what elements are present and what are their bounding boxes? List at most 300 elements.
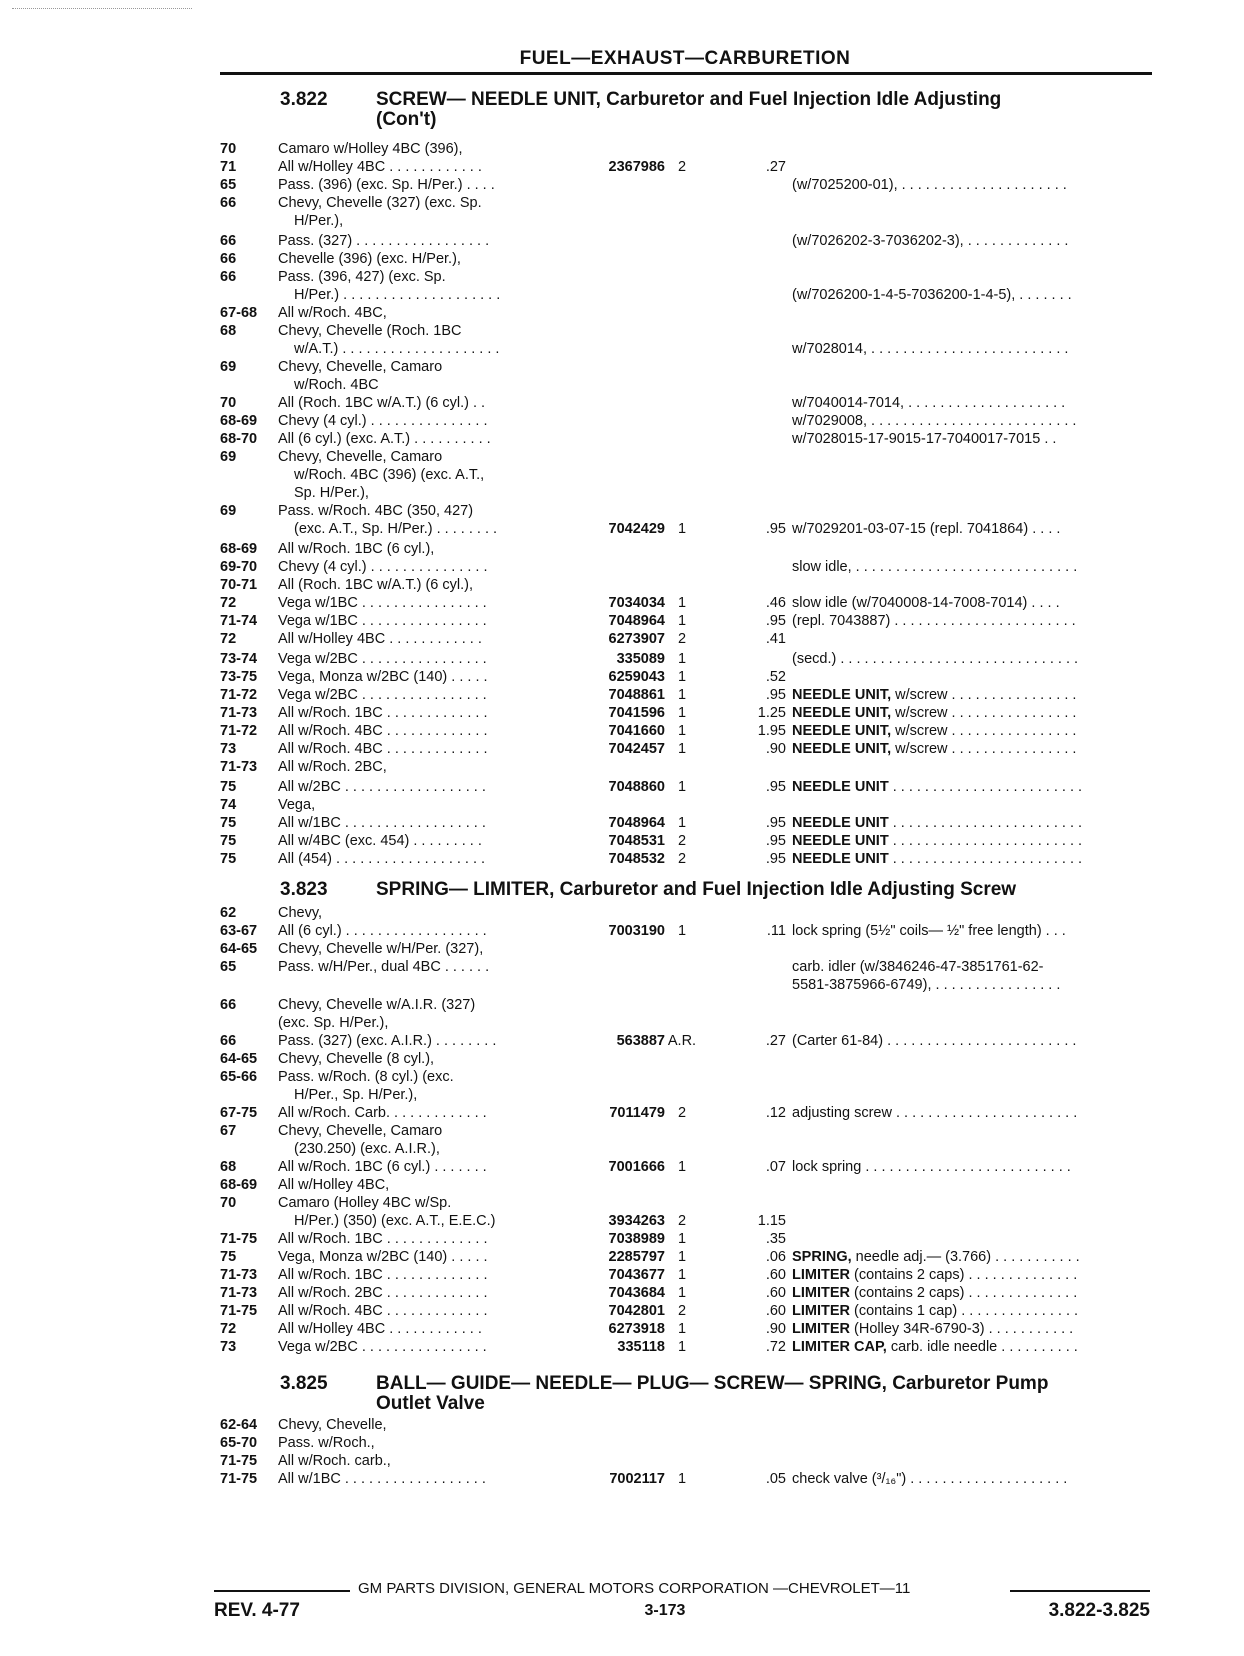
- list-item: [220, 1140, 1150, 1158]
- model-years: 67-75: [220, 1105, 258, 1121]
- list-item: [220, 1104, 1150, 1122]
- price: .60: [765, 1303, 786, 1319]
- footer-rule-left: [214, 1590, 350, 1592]
- model-years: 73-75: [220, 669, 258, 685]
- application-description: Chevy (4 cyl.) . . . . . . . . . . . . . . .: [278, 413, 488, 429]
- model-years: 69-70: [220, 559, 258, 575]
- application-description: Pass. (327) (exc. A.I.R.) . . . . . . . .: [278, 1033, 497, 1049]
- list-item: [220, 140, 1150, 158]
- part-number: 7048964: [608, 613, 665, 629]
- part-number: 7048532: [608, 851, 665, 867]
- list-item: [220, 322, 1150, 340]
- application-description: All w/Roch. carb.,: [278, 1453, 391, 1469]
- section-subtitle: (Con't): [376, 109, 437, 130]
- application-description: H/Per.),: [294, 213, 344, 229]
- part-number: 7048964: [608, 815, 665, 831]
- application-description: All (Roch. 1BC w/A.T.) (6 cyl.),: [278, 577, 473, 593]
- section-subtitle: Outlet Valve: [376, 1393, 485, 1414]
- footer-rule-right: [1010, 1590, 1150, 1592]
- part-note-text: (contains 2 caps) . . . . . . . . . . . . . .: [850, 1267, 1078, 1283]
- model-years: 71-72: [220, 723, 258, 739]
- model-years: 66: [220, 1033, 237, 1049]
- price: .11: [766, 923, 786, 939]
- quantity: 1: [677, 1249, 687, 1265]
- footer-publisher: GM PARTS DIVISION, GENERAL MOTORS CORPORATION —CHEVROLET—11: [358, 1580, 911, 1597]
- list-item: [220, 358, 1150, 376]
- list-item: [220, 958, 1150, 976]
- application-description: All w/Roch. 2BC . . . . . . . . . . . . .: [278, 1285, 488, 1301]
- model-years: 62: [220, 905, 237, 921]
- model-years: 75: [220, 779, 237, 795]
- application-description: H/Per.) . . . . . . . . . . . . . . . . . . . .: [294, 287, 501, 303]
- part-name-bold: NEEDLE UNIT,: [792, 705, 892, 721]
- part-number: 7043684: [608, 1285, 665, 1301]
- part-note-text: . . . . . . . . . . . . . . . . . . . . . . . .: [888, 851, 1083, 867]
- model-years: 75: [220, 1249, 237, 1265]
- list-item: [220, 1194, 1150, 1212]
- list-item: [220, 286, 1150, 304]
- model-years: 63-67: [220, 923, 258, 939]
- application-description: All w/Roch. 4BC,: [278, 305, 387, 321]
- list-item: [220, 976, 1150, 994]
- part-number: 7042457: [608, 741, 665, 757]
- section-heading-3823: [280, 880, 1016, 900]
- part-name-bold: LIMITER: [792, 1321, 850, 1337]
- list-item: [220, 630, 1150, 648]
- list-item: [220, 778, 1150, 796]
- model-years: 75: [220, 851, 237, 867]
- application-description: All (6 cyl.) . . . . . . . . . . . . . . . . . .: [278, 923, 487, 939]
- part-name-bold: LIMITER: [792, 1285, 850, 1301]
- application-description: Chevy, Chevelle (Roch. 1BC: [278, 323, 462, 339]
- model-years: 66: [220, 251, 237, 267]
- part-note: [792, 1248, 1150, 1266]
- list-item: [220, 612, 1150, 630]
- part-number: 6273907: [608, 631, 665, 647]
- price: .35: [765, 1231, 786, 1247]
- part-note-text: slow idle, . . . . . . . . . . . . . . . . . . . . . . . . . . . .: [792, 559, 1078, 575]
- application-description: All w/Roch. 4BC . . . . . . . . . . . . .: [278, 1303, 488, 1319]
- list-item: [220, 832, 1150, 850]
- part-name-bold: NEEDLE UNIT,: [792, 723, 892, 739]
- list-item: [220, 194, 1150, 212]
- list-item: [220, 576, 1150, 594]
- part-number: 6273918: [608, 1321, 665, 1337]
- quantity: 1: [677, 687, 687, 703]
- application-description: H/Per.) (350) (exc. A.T., E.E.C.): [294, 1213, 496, 1229]
- part-number: 7042801: [608, 1303, 665, 1319]
- part-name-bold: NEEDLE UNIT: [792, 833, 889, 849]
- list-item: [220, 594, 1150, 612]
- model-years: 65: [220, 177, 237, 193]
- price: .95: [765, 687, 786, 703]
- application-description: Vega w/1BC . . . . . . . . . . . . . . . .: [278, 613, 487, 629]
- part-number: 7048860: [608, 779, 665, 795]
- part-note: [792, 740, 1150, 758]
- price: .27: [765, 1033, 786, 1049]
- part-number: 335118: [617, 1339, 665, 1355]
- application-description: w/Roch. 4BC (396) (exc. A.T.,: [294, 467, 485, 483]
- application-description: All (454) . . . . . . . . . . . . . . . . . . .: [278, 851, 486, 867]
- model-years: 66: [220, 269, 237, 285]
- part-number: 7011479: [609, 1105, 665, 1121]
- model-years: 66: [220, 997, 237, 1013]
- list-item: [220, 1050, 1150, 1068]
- model-years: 69: [220, 503, 237, 519]
- application-description: H/Per., Sp. H/Per.),: [294, 1087, 418, 1103]
- list-item: [220, 1266, 1150, 1284]
- model-years: 70-71: [220, 577, 258, 593]
- section-title: BALL— GUIDE— NEEDLE— PLUG— SCREW— SPRING, Carburetor Pump: [376, 1373, 1049, 1394]
- part-note-text: needle adj.— (3.766) . . . . . . . . . . .: [851, 1249, 1080, 1265]
- list-item: [220, 1284, 1150, 1302]
- price: 1.15: [757, 1213, 786, 1229]
- model-years: 65-66: [220, 1069, 258, 1085]
- list-item: [220, 466, 1150, 484]
- list-item: [220, 502, 1150, 520]
- list-item: [220, 1176, 1150, 1194]
- part-note: [792, 650, 1150, 668]
- part-note-text: w/7040014-7014, . . . . . . . . . . . . . . . . . . . .: [792, 395, 1066, 411]
- part-note-text: . . . . . . . . . . . . . . . . . . . . . . . .: [888, 779, 1083, 795]
- model-years: 65-70: [220, 1435, 258, 1451]
- application-description: Chevy, Chevelle (327) (exc. Sp.: [278, 195, 482, 211]
- part-name-bold: NEEDLE UNIT: [792, 851, 889, 867]
- part-note-text: (Carter 61-84) . . . . . . . . . . . . . . . . . . . . . . . .: [792, 1033, 1077, 1049]
- model-years: 71-73: [220, 1285, 258, 1301]
- part-note: [792, 612, 1150, 630]
- model-years: 73-74: [220, 651, 258, 667]
- list-item: [220, 814, 1150, 832]
- model-years: 70: [220, 395, 237, 411]
- part-number: 3934263: [608, 1213, 665, 1229]
- application-description: All w/Holley 4BC,: [278, 1177, 390, 1193]
- part-note-text: w/7028014, . . . . . . . . . . . . . . . . . . . . . . . . .: [792, 341, 1069, 357]
- model-years: 72: [220, 1321, 237, 1337]
- application-description: Camaro w/Holley 4BC (396),: [278, 141, 463, 157]
- model-years: 67: [220, 1123, 237, 1139]
- quantity: 1: [677, 1321, 687, 1337]
- part-number: 2285797: [608, 1249, 665, 1265]
- part-name-bold: LIMITER: [792, 1303, 850, 1319]
- part-note: [792, 1104, 1150, 1122]
- quantity: 1: [677, 1231, 687, 1247]
- list-item: [220, 250, 1150, 268]
- model-years: 73: [220, 741, 237, 757]
- list-item: [220, 376, 1150, 394]
- price: .95: [765, 613, 786, 629]
- list-item: [220, 1122, 1150, 1140]
- price: .52: [765, 669, 786, 685]
- part-note: [792, 594, 1150, 612]
- model-years: 73: [220, 1339, 237, 1355]
- list-item: [220, 158, 1150, 176]
- application-description: Vega, Monza w/2BC (140) . . . . .: [278, 1249, 488, 1265]
- model-years: 70: [220, 1195, 237, 1211]
- list-item: [220, 1434, 1150, 1452]
- price: .95: [765, 779, 786, 795]
- part-note: [792, 520, 1150, 538]
- list-item: [220, 1212, 1150, 1230]
- part-note-text: . . . . . . . . . . . . . . . . . . . . . . . .: [888, 833, 1083, 849]
- part-number: 7048861: [608, 687, 665, 703]
- part-note: [792, 1320, 1150, 1338]
- list-item: [220, 1014, 1150, 1032]
- section-title: SPRING— LIMITER, Carburetor and Fuel Injection Idle Adjusting Screw: [376, 879, 1017, 900]
- quantity: 2: [677, 851, 687, 867]
- list-item: [220, 268, 1150, 286]
- part-number: 7002117: [609, 1471, 665, 1487]
- part-note: [792, 976, 1150, 994]
- list-item: [220, 1470, 1150, 1488]
- application-description: Vega w/2BC . . . . . . . . . . . . . . . .: [278, 687, 487, 703]
- application-description: All w/Roch. 1BC . . . . . . . . . . . . .: [278, 1267, 488, 1283]
- model-years: 68-69: [220, 413, 258, 429]
- part-note-text: adjusting screw . . . . . . . . . . . . . . . . . . . . . . .: [792, 1105, 1078, 1121]
- price: .06: [765, 1249, 786, 1265]
- price: .60: [765, 1267, 786, 1283]
- quantity: 1: [677, 1339, 687, 1355]
- application-description: Chevy, Chevelle w/H/Per. (327),: [278, 941, 484, 957]
- model-years: 68-69: [220, 1177, 258, 1193]
- part-note: [792, 686, 1150, 704]
- part-note: [792, 430, 1150, 448]
- application-description: Pass. w/Roch. (8 cyl.) (exc.: [278, 1069, 454, 1085]
- part-note-text: . . . . . . . . . . . . . . . . . . . . . . . .: [888, 815, 1083, 831]
- part-number: 7041660: [608, 723, 665, 739]
- part-note: [792, 340, 1150, 358]
- application-description: All w/Roch. Carb. . . . . . . . . . . . .: [278, 1105, 487, 1121]
- section-number: 3.823: [280, 879, 328, 900]
- model-years: 67-68: [220, 305, 258, 321]
- application-description: w/A.T.) . . . . . . . . . . . . . . . . . . . .: [294, 341, 500, 357]
- model-years: 71-74: [220, 613, 258, 629]
- quantity: 2: [677, 833, 687, 849]
- model-years: 71-73: [220, 1267, 258, 1283]
- part-number: 2367986: [608, 159, 665, 175]
- model-years: 64-65: [220, 1051, 258, 1067]
- part-number: 7038989: [608, 1231, 665, 1247]
- part-name-bold: SPRING,: [792, 1249, 852, 1265]
- model-years: 68: [220, 1159, 237, 1175]
- model-years: 71: [220, 159, 237, 175]
- part-note: [792, 850, 1150, 868]
- application-description: Chevy, Chevelle, Camaro: [278, 359, 443, 375]
- model-years: 65: [220, 959, 237, 975]
- quantity: 2: [677, 1303, 687, 1319]
- section-number: 3.825: [280, 1373, 328, 1394]
- model-years: 71-75: [220, 1471, 258, 1487]
- model-years: 71-75: [220, 1231, 258, 1247]
- quantity: 2: [677, 631, 687, 647]
- part-note: [792, 1266, 1150, 1284]
- price: 1.25: [757, 705, 786, 721]
- part-note-text: lock spring . . . . . . . . . . . . . . . . . . . . . . . . . .: [792, 1159, 1071, 1175]
- part-note: [792, 958, 1150, 976]
- price: .95: [765, 833, 786, 849]
- part-name-bold: LIMITER: [792, 1267, 850, 1283]
- price: .07: [765, 1159, 786, 1175]
- list-item: [220, 1068, 1150, 1086]
- part-number: 7043677: [608, 1267, 665, 1283]
- list-item: [220, 1320, 1150, 1338]
- application-description: Camaro (Holley 4BC w/Sp.: [278, 1195, 452, 1211]
- header-rule: [220, 72, 1152, 75]
- application-description: Chevy, Chevelle, Camaro: [278, 1123, 443, 1139]
- part-note: [792, 1302, 1150, 1320]
- part-number: 7041596: [608, 705, 665, 721]
- application-description: Pass. w/H/Per., dual 4BC . . . . . .: [278, 959, 490, 975]
- quantity: 1: [677, 1267, 687, 1283]
- list-item: [220, 922, 1150, 940]
- application-description: Pass. (396) (exc. Sp. H/Per.) . . . .: [278, 177, 495, 193]
- application-description: All w/Holley 4BC . . . . . . . . . . . .: [278, 631, 482, 647]
- list-item: [220, 304, 1150, 322]
- list-item: [220, 1452, 1150, 1470]
- application-description: Vega,: [278, 797, 316, 813]
- quantity: 2: [677, 1105, 687, 1121]
- section-number: 3.822: [280, 89, 328, 110]
- list-item: [220, 176, 1150, 194]
- model-years: 75: [220, 833, 237, 849]
- application-description: All w/Roch. 4BC . . . . . . . . . . . . .: [278, 741, 488, 757]
- part-note: [792, 412, 1150, 430]
- list-item: [220, 1338, 1150, 1356]
- part-note-text: w/screw . . . . . . . . . . . . . . . .: [891, 687, 1077, 703]
- application-description: Vega w/2BC . . . . . . . . . . . . . . . .: [278, 1339, 487, 1355]
- part-number: 7001666: [608, 1159, 665, 1175]
- application-description: All (6 cyl.) (exc. A.T.) . . . . . . . . . .: [278, 431, 491, 447]
- part-note: [792, 558, 1150, 576]
- part-number: 335089: [616, 651, 665, 667]
- quantity: 1: [677, 613, 687, 629]
- model-years: 68-69: [220, 541, 258, 557]
- quantity: 1: [677, 779, 687, 795]
- list-item: [220, 540, 1150, 558]
- part-note: [792, 1470, 1150, 1488]
- price: .46: [765, 595, 786, 611]
- application-description: Pass. (396, 427) (exc. Sp.: [278, 269, 446, 285]
- part-note-text: (w/7026200-1-4-5-7036200-1-4-5), . . . . . . .: [792, 287, 1072, 303]
- model-years: 74: [220, 797, 237, 813]
- model-years: 62-64: [220, 1417, 258, 1433]
- application-description: Chevy, Chevelle w/A.I.R. (327): [278, 997, 476, 1013]
- application-description: (exc. Sp. H/Per.),: [278, 1015, 389, 1031]
- list-item: [220, 704, 1150, 722]
- model-years: 72: [220, 631, 237, 647]
- model-years: 71-72: [220, 687, 258, 703]
- quantity: 1: [677, 723, 687, 739]
- part-note: [792, 722, 1150, 740]
- price: .05: [765, 1471, 786, 1487]
- part-note: [792, 176, 1150, 194]
- application-description: (exc. A.T., Sp. H/Per.) . . . . . . . .: [294, 521, 498, 537]
- quantity: 1: [677, 923, 687, 939]
- model-years: 64-65: [220, 941, 258, 957]
- list-item: [220, 650, 1150, 668]
- section-title: SCREW— NEEDLE UNIT, Carburetor and Fuel Injection Idle Adjusting: [376, 89, 1002, 110]
- part-note-text: (contains 2 caps) . . . . . . . . . . . . . .: [850, 1285, 1078, 1301]
- part-note-text: (secd.) . . . . . . . . . . . . . . . . . . . . . . . . . . . . . .: [792, 651, 1079, 667]
- application-description: All w/Roch. 1BC . . . . . . . . . . . . .: [278, 1231, 488, 1247]
- part-note: [792, 394, 1150, 412]
- part-number: 7034034: [608, 595, 665, 611]
- list-item: [220, 996, 1150, 1014]
- part-name-bold: NEEDLE UNIT: [792, 815, 889, 831]
- model-years: 66: [220, 195, 237, 211]
- part-note: [792, 814, 1150, 832]
- part-note: [792, 232, 1150, 250]
- part-note: [792, 778, 1150, 796]
- model-years: 69: [220, 449, 237, 465]
- application-description: All w/1BC . . . . . . . . . . . . . . . . . .: [278, 815, 486, 831]
- list-item: [220, 232, 1150, 250]
- application-description: Pass. w/Roch.,: [278, 1435, 375, 1451]
- part-note-text: lock spring (5½" coils— ½" free length) . . .: [792, 923, 1066, 939]
- list-item: [220, 758, 1150, 776]
- part-number: 563887: [616, 1033, 665, 1049]
- quantity: 1: [677, 595, 687, 611]
- quantity: 1: [677, 741, 687, 757]
- quantity: A.R.: [667, 1033, 697, 1049]
- price: .72: [765, 1339, 786, 1355]
- list-item: [220, 430, 1150, 448]
- list-item: [220, 904, 1150, 922]
- list-item: [220, 940, 1150, 958]
- list-item: [220, 484, 1150, 502]
- part-note-text: (Holley 34R-6790-3) . . . . . . . . . . .: [850, 1321, 1074, 1337]
- section-heading-3825: [280, 1374, 1048, 1414]
- application-description: All w/2BC . . . . . . . . . . . . . . . . . .: [278, 779, 486, 795]
- footer-section-range: 3.822-3.825: [1048, 1600, 1150, 1621]
- quantity: 1: [677, 669, 687, 685]
- application-description: w/Roch. 4BC: [294, 377, 379, 393]
- part-note: [792, 704, 1150, 722]
- list-item: [220, 686, 1150, 704]
- quantity: 1: [677, 651, 687, 667]
- part-note-text: carb. idle needle . . . . . . . . . .: [886, 1339, 1078, 1355]
- part-note: [792, 832, 1150, 850]
- list-item: [220, 520, 1150, 538]
- scan-mark: [12, 8, 192, 9]
- part-name-bold: NEEDLE UNIT,: [792, 741, 892, 757]
- application-description: All w/Roch. 1BC (6 cyl.) . . . . . . .: [278, 1159, 487, 1175]
- quantity: 1: [677, 1285, 687, 1301]
- application-description: All w/Roch. 4BC . . . . . . . . . . . . .: [278, 723, 488, 739]
- quantity: 1: [677, 815, 687, 831]
- part-note: [792, 1158, 1150, 1176]
- application-description: Pass. (327) . . . . . . . . . . . . . . . . .: [278, 233, 490, 249]
- application-description: Vega w/1BC . . . . . . . . . . . . . . . .: [278, 595, 487, 611]
- page-header-title: FUEL—EXHAUST—CARBURETION: [519, 48, 851, 69]
- list-item: [220, 740, 1150, 758]
- price: .60: [765, 1285, 786, 1301]
- application-description: Chevy, Chevelle,: [278, 1417, 387, 1433]
- model-years: 71-73: [220, 759, 258, 775]
- price: .12: [765, 1105, 786, 1121]
- model-years: 72: [220, 595, 237, 611]
- application-description: Chevy, Chevelle (8 cyl.),: [278, 1051, 435, 1067]
- application-description: All w/1BC . . . . . . . . . . . . . . . . . .: [278, 1471, 486, 1487]
- part-note-text: w/screw . . . . . . . . . . . . . . . .: [891, 705, 1077, 721]
- price: .95: [765, 521, 786, 537]
- part-note-text: slow idle (w/7040008-14-7008-7014) . . . .: [792, 595, 1060, 611]
- list-item: [220, 668, 1150, 686]
- price: .95: [765, 815, 786, 831]
- model-years: 66: [220, 233, 237, 249]
- quantity: 1: [677, 1471, 687, 1487]
- part-note-text: (repl. 7043887) . . . . . . . . . . . . . . . . . . . . . . .: [792, 613, 1076, 629]
